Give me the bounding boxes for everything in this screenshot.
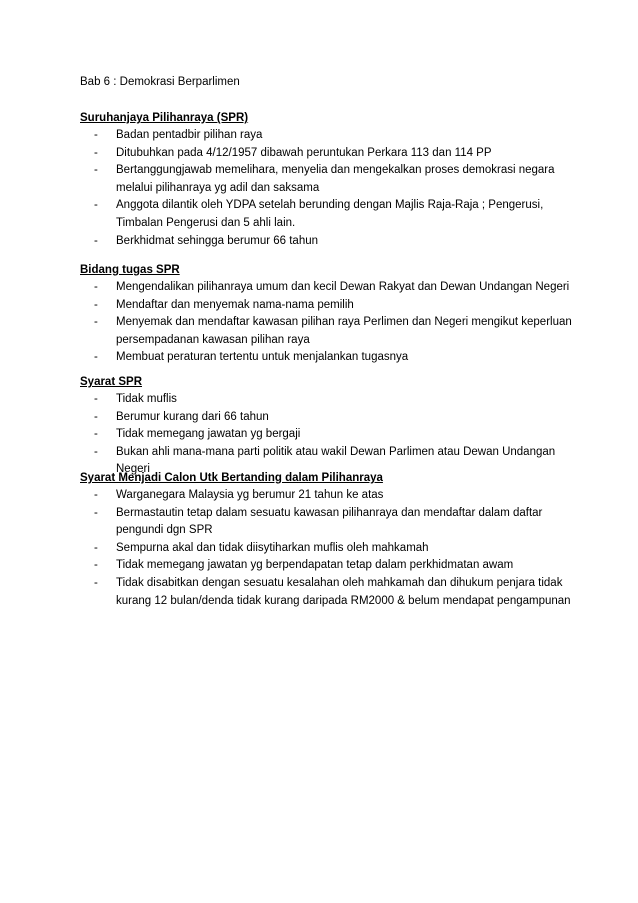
dash-bullet: - — [94, 234, 98, 247]
dash-bullet: - — [94, 351, 98, 364]
bullet-list — [80, 391, 580, 479]
dash-bullet: - — [94, 164, 98, 177]
dash-bullet: - — [94, 576, 98, 589]
bullet-list — [80, 487, 580, 610]
list-item-text: Ditubuhkan pada 4/12/1957 dibawah peruntukan Perkara 113 dan 114 PP — [116, 146, 492, 159]
list-item — [80, 127, 580, 145]
list-item-text: Sempurna akal dan tidak diisytiharkan muflis oleh mahkamah — [116, 541, 429, 554]
list-item — [80, 297, 580, 315]
section-suruhanjaya — [80, 110, 580, 250]
section-syarat-calon — [80, 470, 580, 610]
section-heading: Syarat SPR — [80, 376, 143, 388]
dash-bullet: - — [94, 298, 98, 311]
dash-bullet: - — [94, 281, 98, 293]
dash-bullet: - — [94, 541, 98, 554]
dash-bullet: - — [94, 129, 98, 141]
list-item — [80, 197, 580, 232]
dash-bullet: - — [94, 559, 98, 572]
section-heading: Bidang tugas SPR — [80, 264, 180, 276]
list-item-text: Anggota dilantik oleh YDPA setelah berunding dengan Majlis Raja-Raja ; Pengerusi, Timbalan Pengerusi dan 5 ahli lain. — [116, 199, 544, 229]
list-item — [80, 505, 580, 540]
dash-bullet: - — [94, 316, 98, 329]
dash-bullet: - — [94, 146, 98, 159]
list-item-text: Tidak muflis — [116, 393, 177, 405]
list-item — [80, 575, 580, 610]
list-item-text: Bukan ahli mana-mana parti politik atau wakil Dewan Parlimen atau Dewan Undangan Negeri — [116, 445, 556, 476]
list-item-text: Bermastautin tetap dalam sesuatu kawasan pilihanraya dan mendaftar dalam daftar pengundi dgn SPR — [116, 506, 543, 537]
section-bidang-tugas — [80, 262, 580, 367]
list-item-text: Berumur kurang dari 66 tahun — [116, 410, 269, 423]
list-item-text: Warganegara Malaysia yg berumur 21 tahun ke atas — [116, 489, 384, 501]
list-item — [80, 540, 580, 558]
list-item — [80, 557, 580, 575]
chapter-title: Bab 6 : Demokrasi Berparlimen — [80, 76, 240, 88]
list-item — [80, 349, 580, 367]
section-heading: Suruhanjaya Pilihanraya (SPR) — [80, 112, 249, 124]
list-item — [80, 145, 580, 163]
list-item-text: Badan pentadbir pilihan raya — [116, 129, 263, 141]
dash-bullet: - — [94, 410, 98, 423]
dash-bullet: - — [94, 445, 98, 458]
dash-bullet: - — [94, 506, 98, 519]
list-item-text: Bertanggungjawab memelihara, menyelia dan mengekalkan proses demokrasi negara melalui pilihanraya yg adil dan saksama — [116, 164, 555, 194]
section-syarat-spr — [80, 374, 580, 479]
list-item-text: Tidak disabitkan dengan sesuatu kesalahan oleh mahkamah dan dihukum penjara tidak kurang 12 bulan/denda tidak kurang daripada RM2000 & belum mendapat pengampunan — [116, 576, 571, 607]
list-item — [80, 314, 580, 349]
bullet-list — [80, 127, 580, 250]
dash-bullet: - — [94, 489, 98, 501]
list-item-text: Mendaftar dan menyemak nama-nama pemilih — [116, 298, 354, 311]
dash-bullet: - — [94, 393, 98, 405]
list-item — [80, 279, 580, 297]
dash-bullet: - — [94, 428, 98, 441]
list-item-text: Berkhidmat sehingga berumur 66 tahun — [116, 234, 319, 247]
list-item — [80, 487, 580, 505]
list-item-text: Tidak memegang jawatan yg bergaji — [116, 428, 301, 441]
list-item-text: Menyemak dan mendaftar kawasan pilihan raya Perlimen dan Negeri mengikut keperluan persempadanan kawasan pilihan raya — [116, 316, 572, 346]
list-item — [80, 391, 580, 409]
list-item — [80, 426, 580, 444]
dash-bullet: - — [94, 199, 98, 212]
list-item-text: Membuat peraturan tertentu untuk menjalankan tugasnya — [116, 351, 409, 364]
list-item — [80, 162, 580, 197]
bullet-list — [80, 279, 580, 367]
section-heading: Syarat Menjadi Calon Utk Bertanding dalam Pilihanraya — [80, 472, 383, 484]
list-item — [80, 409, 580, 427]
list-item — [80, 233, 580, 251]
list-item-text: Tidak memegang jawatan yg berpendapatan tetap dalam perkhidmatan awam — [116, 559, 514, 572]
list-item-text: Mengendalikan pilihanraya umum dan kecil Dewan Rakyat dan Dewan Undangan Negeri — [116, 281, 570, 293]
